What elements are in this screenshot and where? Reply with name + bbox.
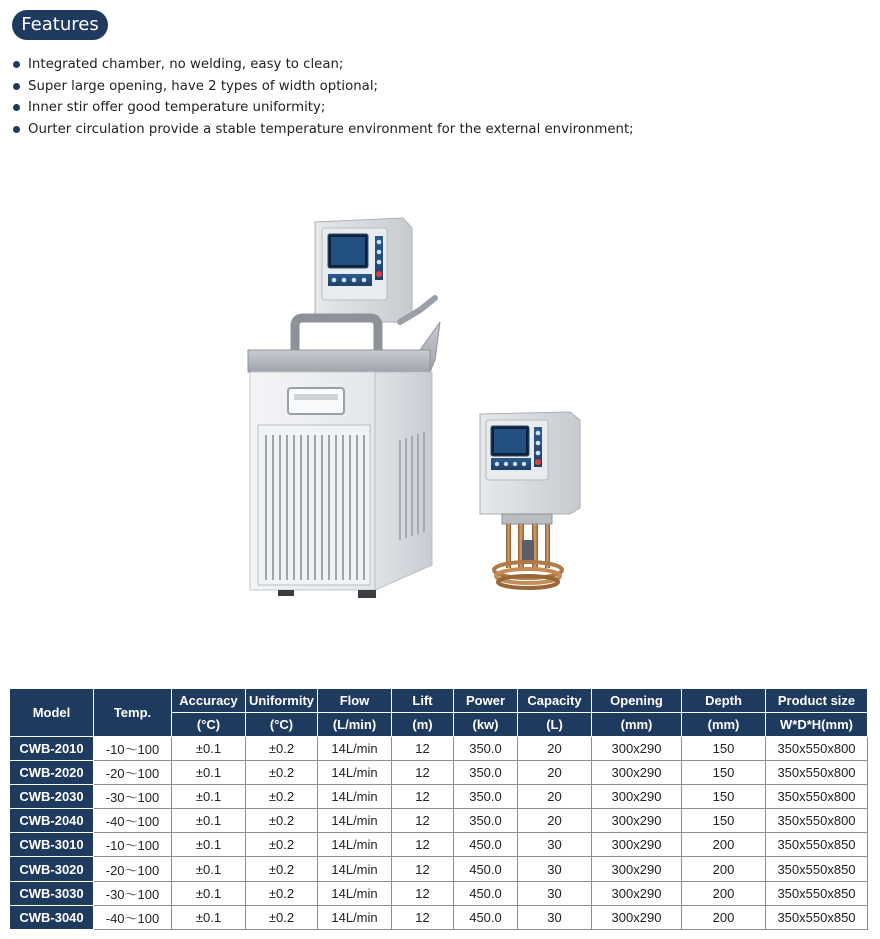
table-body (10, 737, 868, 930)
cell-temp: -40～100 (94, 809, 172, 833)
cell-uniformity: ±0.2 (246, 737, 318, 761)
cell-flow: 14L/min (318, 857, 392, 881)
cell-power: 350.0 (454, 785, 518, 809)
cell-depth: 150 (682, 761, 766, 785)
cell-temp: -10～100 (94, 833, 172, 857)
cell-temp: -40～100 (94, 905, 172, 929)
table-row (10, 761, 868, 785)
col-unit-flow: (L/min) (318, 713, 392, 737)
cell-capacity: 30 (518, 905, 592, 929)
table-header (10, 689, 868, 737)
cell-model: CWB-3010 (10, 833, 94, 857)
cell-accuracy: ±0.1 (172, 785, 246, 809)
cell-power: 450.0 (454, 905, 518, 929)
cell-power: 350.0 (454, 809, 518, 833)
cell-opening: 300x290 (592, 905, 682, 929)
cell-size: 350x550x800 (766, 761, 868, 785)
cell-temp: -20～100 (94, 857, 172, 881)
col-header-depth: Depth (682, 689, 766, 713)
cell-flow: 14L/min (318, 785, 392, 809)
cell-accuracy: ±0.1 (172, 737, 246, 761)
cell-power: 350.0 (454, 761, 518, 785)
feature-item (12, 54, 634, 76)
col-header-opening: Opening (592, 689, 682, 713)
col-header-model: Model (10, 689, 94, 737)
table-row (10, 785, 868, 809)
col-unit-capacity: (L) (518, 713, 592, 737)
cell-model: CWB-2020 (10, 761, 94, 785)
bullet-icon (13, 104, 20, 111)
col-unit-lift: (m) (392, 713, 454, 737)
cell-model: CWB-2040 (10, 809, 94, 833)
cell-size: 350x550x800 (766, 737, 868, 761)
cell-accuracy: ±0.1 (172, 857, 246, 881)
cell-depth: 200 (682, 905, 766, 929)
cell-flow: 14L/min (318, 905, 392, 929)
cell-lift: 12 (392, 881, 454, 905)
cell-flow: 14L/min (318, 737, 392, 761)
cell-opening: 300x290 (592, 857, 682, 881)
bath-unit (248, 218, 440, 598)
cell-depth: 150 (682, 785, 766, 809)
cell-uniformity: ±0.2 (246, 809, 318, 833)
cell-accuracy: ±0.1 (172, 761, 246, 785)
cell-lift: 12 (392, 905, 454, 929)
cell-depth: 200 (682, 881, 766, 905)
cell-power: 450.0 (454, 833, 518, 857)
col-header-uniformity: Uniformity (246, 689, 318, 713)
cell-power: 450.0 (454, 881, 518, 905)
cell-capacity: 20 (518, 785, 592, 809)
cell-opening: 300x290 (592, 809, 682, 833)
cell-lift: 12 (392, 857, 454, 881)
table-row (10, 905, 868, 929)
table-row (10, 881, 868, 905)
cell-uniformity: ±0.2 (246, 905, 318, 929)
cell-capacity: 20 (518, 737, 592, 761)
cell-size: 350x550x850 (766, 857, 868, 881)
feature-text: Inner stir offer good temperature uniformity; (28, 100, 326, 115)
col-header-flow: Flow (318, 689, 392, 713)
product-image (240, 210, 640, 610)
cell-size: 350x550x800 (766, 785, 868, 809)
cell-power: 350.0 (454, 737, 518, 761)
col-unit-power: (kw) (454, 713, 518, 737)
cell-depth: 200 (682, 857, 766, 881)
cell-size: 350x550x850 (766, 881, 868, 905)
col-unit-depth: (mm) (682, 713, 766, 737)
cell-uniformity: ±0.2 (246, 881, 318, 905)
cell-opening: 300x290 (592, 761, 682, 785)
col-header-power: Power (454, 689, 518, 713)
table-row (10, 809, 868, 833)
cell-accuracy: ±0.1 (172, 833, 246, 857)
cell-uniformity: ±0.2 (246, 857, 318, 881)
cell-depth: 200 (682, 833, 766, 857)
cell-uniformity: ±0.2 (246, 833, 318, 857)
cell-lift: 12 (392, 785, 454, 809)
feature-item (12, 76, 634, 98)
col-header-accuracy: Accuracy (172, 689, 246, 713)
col-unit-opening: (mm) (592, 713, 682, 737)
cell-capacity: 20 (518, 761, 592, 785)
table-row (10, 857, 868, 881)
cell-temp: -10～100 (94, 737, 172, 761)
cell-uniformity: ±0.2 (246, 761, 318, 785)
cell-lift: 12 (392, 761, 454, 785)
spec-table-container (9, 688, 868, 930)
cell-size: 350x550x850 (766, 905, 868, 929)
col-header-temp: Temp. (94, 689, 172, 737)
col-header-size: Product size (766, 689, 868, 713)
cell-flow: 14L/min (318, 881, 392, 905)
cell-lift: 12 (392, 833, 454, 857)
feature-item (12, 119, 634, 141)
features-list (12, 54, 634, 140)
immersion-circulator-unit (480, 412, 580, 588)
table-row (10, 737, 868, 761)
cell-depth: 150 (682, 737, 766, 761)
cell-accuracy: ±0.1 (172, 905, 246, 929)
bullet-icon (13, 83, 20, 90)
features-heading: Features (12, 10, 108, 40)
cell-model: CWB-3030 (10, 881, 94, 905)
cell-accuracy: ±0.1 (172, 809, 246, 833)
bullet-icon (13, 126, 20, 133)
cell-temp: -30～100 (94, 785, 172, 809)
cell-lift: 12 (392, 809, 454, 833)
cell-capacity: 30 (518, 857, 592, 881)
cell-uniformity: ±0.2 (246, 785, 318, 809)
feature-text: Super large opening, have 2 types of width optional; (28, 78, 378, 94)
cell-opening: 300x290 (592, 785, 682, 809)
cell-flow: 14L/min (318, 809, 392, 833)
cell-model: CWB-3020 (10, 857, 94, 881)
cell-flow: 14L/min (318, 761, 392, 785)
cell-size: 350x550x850 (766, 833, 868, 857)
cell-model: CWB-3040 (10, 905, 94, 929)
cell-capacity: 30 (518, 833, 592, 857)
cell-model: CWB-2030 (10, 785, 94, 809)
cell-capacity: 30 (518, 881, 592, 905)
cell-opening: 300x290 (592, 737, 682, 761)
col-unit-accuracy: (°C) (172, 713, 246, 737)
cell-capacity: 20 (518, 809, 592, 833)
cell-accuracy: ±0.1 (172, 881, 246, 905)
cell-temp: -20～100 (94, 761, 172, 785)
col-unit-size: W*D*H(mm) (766, 713, 868, 737)
cell-temp: -30～100 (94, 881, 172, 905)
cell-model: CWB-2010 (10, 737, 94, 761)
cell-opening: 300x290 (592, 833, 682, 857)
cell-size: 350x550x800 (766, 809, 868, 833)
bullet-icon (13, 61, 20, 68)
cell-flow: 14L/min (318, 833, 392, 857)
feature-text: Ourter circulation provide a stable temperature environment for the external environment; (28, 121, 634, 137)
col-header-capacity: Capacity (518, 689, 592, 713)
col-unit-uniformity: (°C) (246, 713, 318, 737)
cell-power: 450.0 (454, 857, 518, 881)
feature-text: Integrated chamber, no welding, easy to clean; (28, 57, 344, 72)
table-row (10, 833, 868, 857)
cell-lift: 12 (392, 737, 454, 761)
spec-table (9, 688, 868, 930)
cell-opening: 300x290 (592, 881, 682, 905)
cell-depth: 150 (682, 809, 766, 833)
feature-item (12, 97, 634, 119)
col-header-lift: Lift (392, 689, 454, 713)
